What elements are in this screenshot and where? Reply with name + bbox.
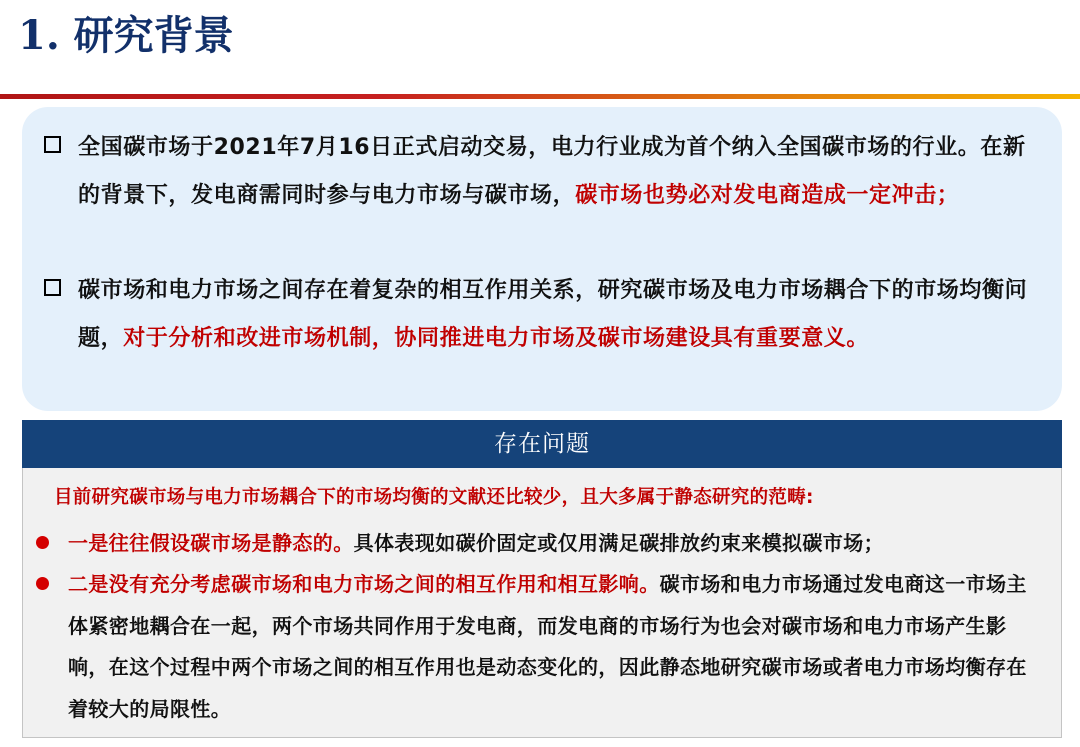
background-item-normal-text: 全国碳市场于2021年7月16日正式启动交易，电力行业成为首个纳入全国碳市场的行业。在新的背景下，发电商需同时参与电力市场与碳市场， — [78, 135, 1026, 208]
square-bullet-icon — [44, 279, 61, 296]
title-divider — [0, 94, 1080, 99]
red-dot-bullet-icon — [36, 577, 49, 590]
page-title: 1. 研究背景 — [18, 12, 234, 59]
issue-item-normal-text: 碳市场和电力市场通过发电商这一市场主体紧密地耦合在一起，两个市场共同作用于发电商，而发电商的市场行为也会对碳市场和电力市场产生影响，在这个过程中两个市场之间的相互作用也是动态变化的，因此静态地研究碳市场或者电力市场均衡存在着较大的局限性。 — [68, 572, 1027, 721]
background-item — [44, 267, 1044, 362]
issue-item-normal-text: 具体表现如碳价固定或仅用满足碳排放约束来模拟碳市场； — [353, 531, 885, 555]
background-item — [44, 124, 1044, 219]
issue-item-highlight-text: 一是往往假设碳市场是静态的。 — [68, 531, 354, 555]
issue-item-highlight-text: 二是没有充分考虑碳市场和电力市场之间的相互作用和相互影响。 — [68, 572, 660, 596]
red-dot-bullet-icon — [36, 536, 49, 549]
issue-item-text — [68, 523, 1046, 565]
square-bullet-icon — [44, 136, 61, 153]
background-item-highlight-text: 对于分析和改进市场机制，协同推进电力市场及碳市场建设具有重要意义。 — [123, 325, 870, 351]
issue-item-text — [68, 564, 1046, 730]
issue-item — [36, 523, 1046, 565]
issue-item — [36, 564, 1046, 730]
background-item-highlight-text: 碳市场也势必对发电商造成一定冲击； — [575, 182, 960, 208]
issues-lead-text: 目前研究碳市场与电力市场耦合下的市场均衡的文献还比较少，且大多属于静态研究的范畴: — [54, 487, 814, 508]
background-item-text — [78, 267, 1044, 362]
background-item-text — [78, 124, 1044, 219]
background-item-normal-text: 碳市场和电力市场之间存在着复杂的相互作用关系，研究碳市场及电力市场耦合下的市场均衡问题， — [78, 278, 1028, 351]
issues-header: 存在问题 — [22, 420, 1062, 468]
